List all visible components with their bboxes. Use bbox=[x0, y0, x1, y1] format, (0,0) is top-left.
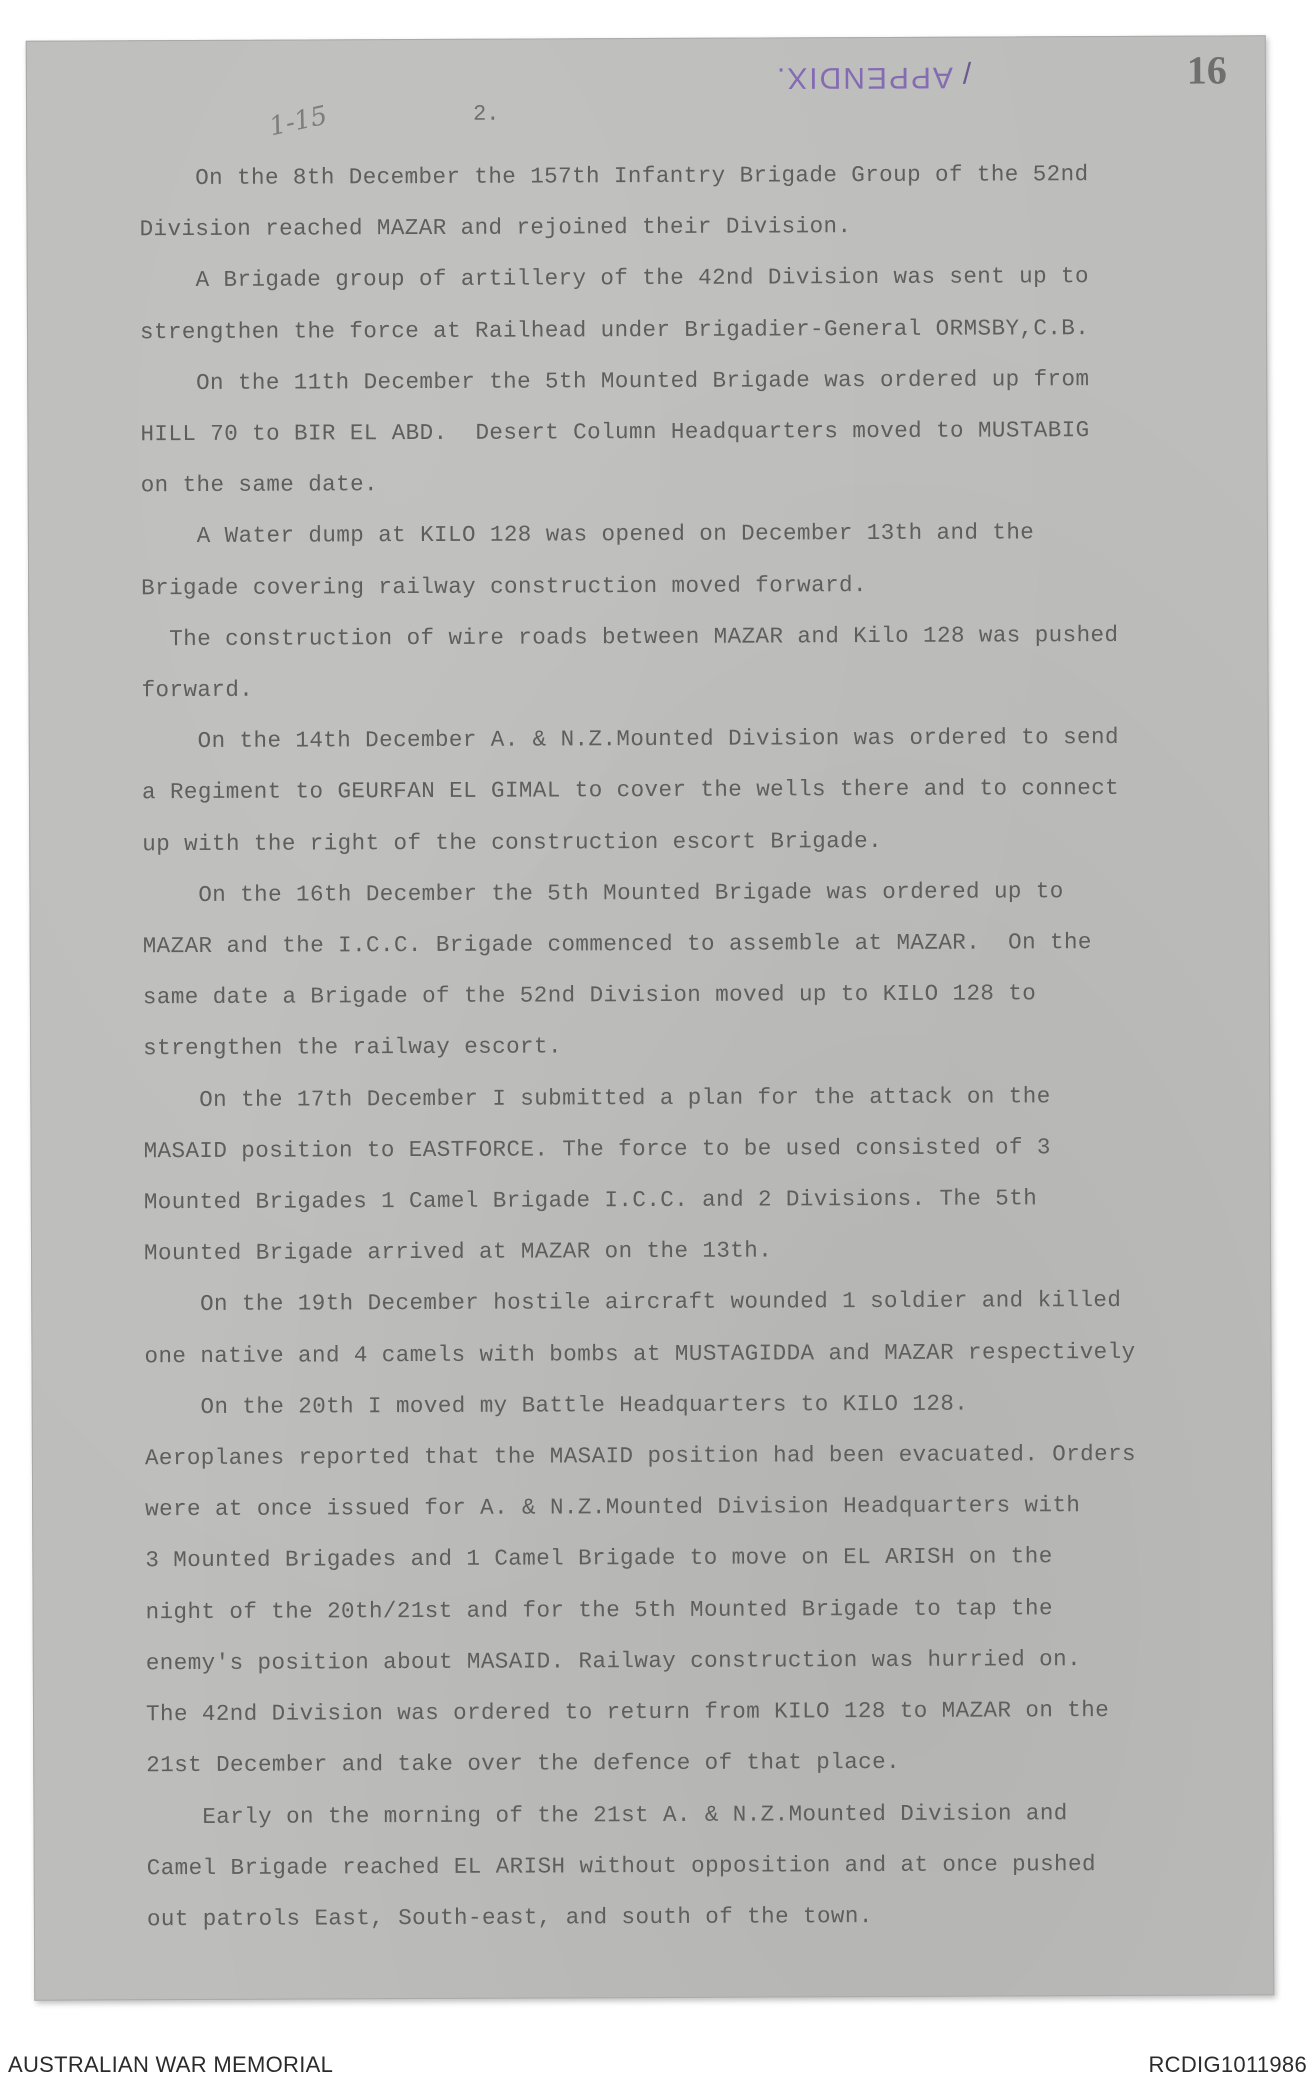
text-line: night of the 20th/21st and for the 5th Mounted Brigade to tap the bbox=[145, 1594, 1053, 1625]
text-line: The 42nd Division was ordered to return from KILO 128 to MAZAR on the bbox=[145, 1697, 1110, 1728]
text-line: On the 16th December the 5th Mounted Brigade was ordered up to bbox=[142, 878, 1064, 909]
text-line: on the same date. bbox=[140, 471, 379, 499]
institution-credit: AUSTRALIAN WAR MEMORIAL bbox=[8, 2052, 334, 2077]
text-line: Mounted Brigade arrived at MAZAR on the 13th. bbox=[143, 1237, 773, 1267]
text-line: Mounted Brigades 1 Camel Brigade I.C.C. and 2 Divisions. The 5th bbox=[143, 1185, 1038, 1216]
text-line: On the 14th December A. & N.Z.Mounted Division was ordered to send bbox=[141, 724, 1119, 755]
text-line: On the 17th December I submitted a plan for the attack on the bbox=[143, 1082, 1051, 1113]
text-line: A Water dump at KILO 128 was opened on December 13th and the bbox=[140, 519, 1035, 550]
text-line: On the 8th December the 157th Infantry Brigade Group of the 52nd bbox=[139, 161, 1089, 192]
text-line: up with the right of the construction escort Brigade. bbox=[142, 827, 883, 857]
text-line: strengthen the force at Railhead under Brigadier-General ORMSBY,C.B. bbox=[139, 314, 1090, 345]
text-line: On the 11th December the 5th Mounted Brigade was ordered up from bbox=[140, 365, 1090, 397]
document-page bbox=[26, 35, 1275, 2000]
text-line: The construction of wire roads between MAZAR and Kilo 128 was pushed bbox=[141, 621, 1119, 653]
text-line: were at once issued for A. & N.Z.Mounted Division Headquarters with bbox=[145, 1492, 1081, 1523]
page-number: 2. bbox=[473, 101, 500, 127]
stamp-mark: / bbox=[962, 57, 972, 91]
text-line: Aeroplanes reported that the MASAID position had been evacuated. Orders bbox=[144, 1440, 1137, 1472]
typed-report-text bbox=[139, 148, 1257, 1945]
text-line: 21st December and take over the defence of that place. bbox=[146, 1749, 901, 1779]
text-line: MAZAR and the I.C.C. Brigade commenced to assemble at MAZAR. On the bbox=[142, 929, 1092, 960]
text-line: out patrols East, South-east, and south of the town. bbox=[146, 1902, 873, 1933]
appendix-stamp: APPENDIX. bbox=[774, 60, 954, 95]
text-line: forward. bbox=[141, 676, 254, 704]
text-line: enemy's position about MASAID. Railway construction was hurried on. bbox=[145, 1646, 1082, 1677]
record-id: RCDIG1011986 bbox=[1148, 2052, 1307, 2077]
pencil-reference: 1-15 bbox=[266, 100, 331, 143]
text-line: On the 19th December hostile aircraft wounded 1 soldier and killed bbox=[144, 1287, 1122, 1318]
text-line: Early on the morning of the 21st A. & N.Z.Mounted Division and bbox=[146, 1799, 1068, 1830]
text-line: Brigade covering railway construction moved forward. bbox=[141, 571, 868, 601]
text-line: Camel Brigade reached EL ARISH without opposition and at once pushed bbox=[146, 1850, 1096, 1881]
text-line: Division reached MAZAR and rejoined their Division. bbox=[139, 213, 852, 243]
text-line: On the 20th I moved my Battle Headquarters to KILO 128. bbox=[144, 1390, 969, 1421]
text-line: same date a Brigade of the 52nd Division moved up to KILO 128 to bbox=[142, 980, 1037, 1011]
text-line: A Brigade group of artillery of the 42nd Division was sent up to bbox=[139, 263, 1090, 294]
text-line: HILL 70 to BIR EL ABD. Desert Column Headquarters moved to MUSTABIG bbox=[140, 417, 1090, 448]
text-line: strengthen the railway escort. bbox=[143, 1033, 562, 1062]
text-line: MASAID position to EASTFORCE. The force to be used consisted of 3 bbox=[143, 1134, 1051, 1165]
text-line: a Regiment to GEURFAN EL GIMAL to cover the wells there and to connect bbox=[141, 775, 1120, 806]
folio-number: 16 bbox=[1186, 47, 1227, 93]
text-line: one native and 4 camels with bombs at MUSTAGIDDA and MAZAR respectively bbox=[144, 1338, 1136, 1369]
text-line: 3 Mounted Brigades and 1 Camel Brigade to move on EL ARISH on the bbox=[145, 1543, 1053, 1574]
